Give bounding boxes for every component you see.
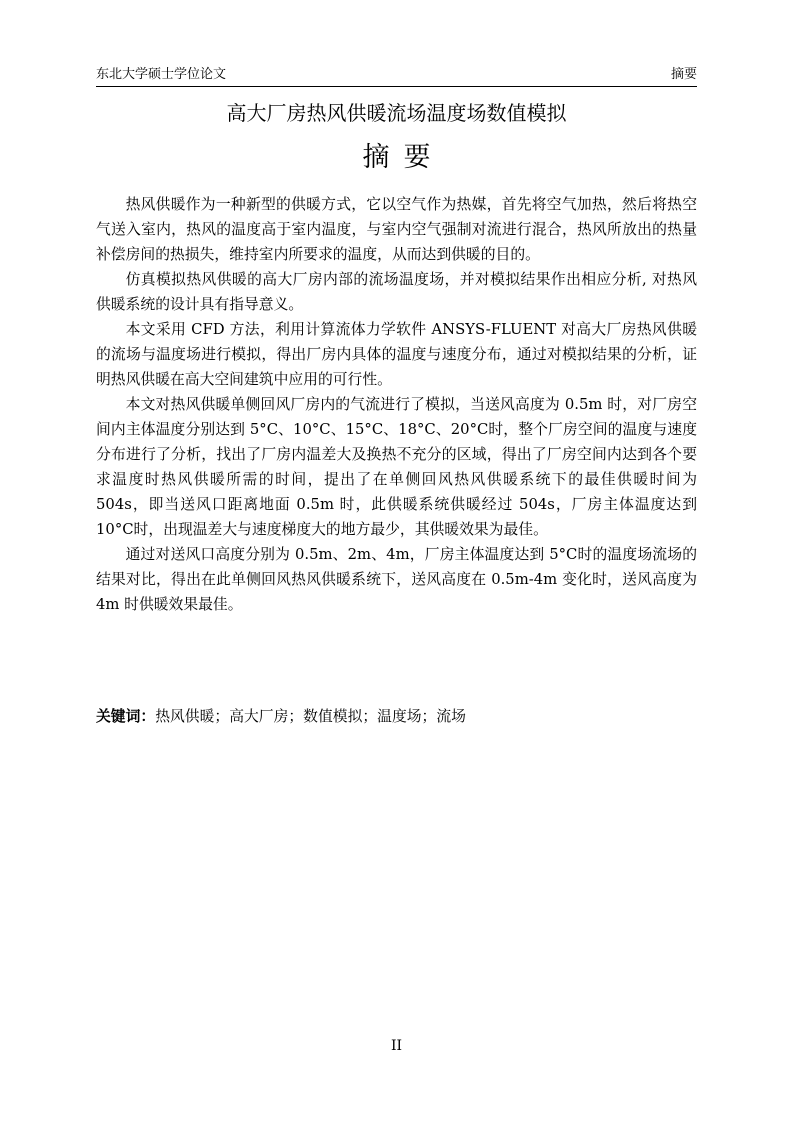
paragraph-3: 本文采用 CFD 方法，利用计算流体力学软件 ANSYS-FLUENT 对高大厂房热风供暖的流场与温度场进行模拟，得出厂房内具体的温度与速度分布，通过对模拟结果的分析，证明热风供暖在高大空间建筑中应用的可行性。 bbox=[96, 321, 697, 388]
paragraph-1: 热风供暖作为一种新型的供暖方式，它以空气作为热媒，首先将空气加热，然后将热空气送入室内，热风的温度高于室内温度，与室内空气强制对流进行混合，热风所放出的热量补偿房间的热损失，维持室内所要求的温度，从而达到供暖的目的。 bbox=[96, 196, 697, 263]
keywords-label: 关键词： bbox=[96, 708, 156, 725]
page-number: II bbox=[390, 1038, 403, 1054]
thesis-title: 高大厂房热风供暖流场温度场数值模拟 bbox=[226, 101, 567, 125]
abstract-body bbox=[96, 192, 697, 617]
keywords-line bbox=[96, 706, 697, 728]
header-thesis-name: 东北大学硕士学位论文 bbox=[96, 67, 227, 82]
paragraph-4: 本文对热风供暖单侧回风厂房内的气流进行了模拟，当送风高度为 0.5m 时，对厂房空间内主体温度分别达到 5°C、10°C、15°C、18°C、20°C时，整个厂房空间的温度与速度分布进行了分析，找出了厂房内温差大及换热不充分的区域，得出了厂房空间内达到各个要求温度时热风供暖所需的时间，提出了在单侧回风热风供暖系统下的最佳供暖时间为 504s，即当送风口距离地面 0.5m 时，此供暖系统供暖经过 504s，厂房主体温度达到 10°C时，出现温差大与速度梯度大的地方最少，其供暖效果为最佳。 bbox=[96, 396, 697, 538]
abstract-heading: 摘要 bbox=[362, 142, 445, 173]
running-header bbox=[96, 66, 697, 87]
keywords-text: 热风供暖；高大厂房；数值模拟；温度场；流场 bbox=[155, 708, 466, 725]
header-section-name: 摘要 bbox=[670, 67, 697, 82]
paragraph-2: 仿真模拟热风供暖的高大厂房内部的流场温度场，并对模拟结果作出相应分析, 对热风供暖系统的设计具有指导意义。 bbox=[96, 271, 697, 313]
paragraph-5: 通过对送风口高度分别为 0.5m、2m、4m，厂房主体温度达到 5°C时的温度场流场的结果对比，得出在此单侧回风热风供暖系统下，送风高度在 0.5m-4m 变化时，送风高度为 4m 时供暖效果最佳。 bbox=[96, 546, 697, 613]
